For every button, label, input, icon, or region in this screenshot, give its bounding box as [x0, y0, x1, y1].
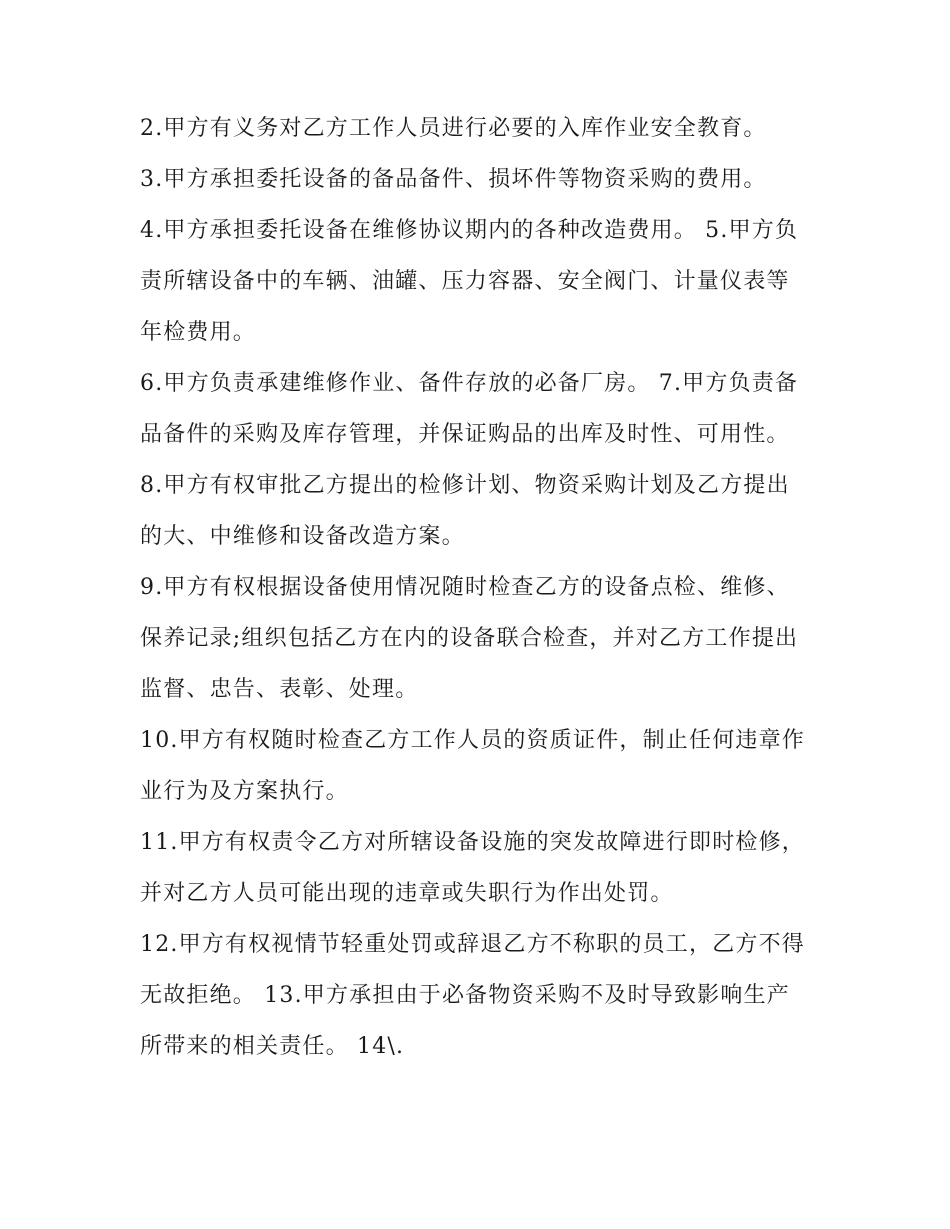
paragraph-clause-3: 3.甲方承担委托设备的备品备件、损坏件等物资采购的费用。 — [140, 167, 767, 192]
paragraph-clause-2: 2.甲方有义务对乙方工作人员进行必要的入库作业安全教育。 — [140, 116, 767, 141]
paragraph-clause-9: 9.甲方有权根据设备使用情况随时检查乙方的设备点检、维修、保养记录;组织包括乙方在内的设备联合检查，并对乙方工作提出监督、忠告、表彰、处理。 — [140, 575, 799, 702]
paragraph-clause-8: 8.甲方有权审批乙方提出的检修计划、物资采购计划及乙方提出的大、中维修和设备改造方案。 — [140, 473, 790, 549]
paragraph-clause-10: 10.甲方有权随时检查乙方工作人员的资质证件，制止任何违章作业行为及方案执行。 — [140, 728, 805, 804]
paragraph-clause-4-5: 4.甲方承担委托设备在维修协议期内的各种改造费用。 5.甲方负责所辖设备中的车辆、油罐、压力容器、安全阀门、计量仪表等年检费用。 — [140, 218, 799, 345]
paragraph-clause-11: 11.甲方有权责令乙方对所辖设备设施的突发故障进行即时检修，并对乙方人员可能出现的违章或失职行为作出处罚。 — [140, 830, 805, 906]
document-body — [140, 103, 812, 1072]
paragraph-clause-12-14: 12.甲方有权视情节轻重处罚或辞退乙方不称职的员工，乙方不得无故拒绝。 13.甲方承担由于必备物资采购不及时导致影响生产所带来的相关责任。 14\. — [140, 932, 805, 1059]
paragraph-clause-6-7: 6.甲方负责承建维修作业、备件存放的必备厂房。 7.甲方负责备品备件的采购及库存管理，并保证购品的出库及时性、可用性。 — [140, 371, 799, 447]
